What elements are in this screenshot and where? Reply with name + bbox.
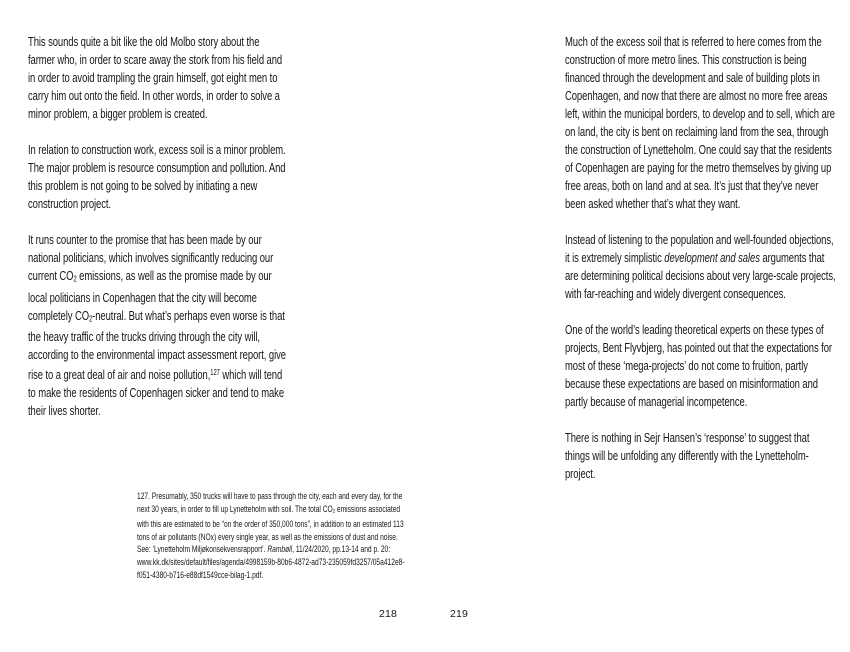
footnote: 127. Presumably, 350 trucks will have to pass through the city, each and every day, for the next 30 years, in order to fill up Lynetteholm with soil. The total $CO_2$ emissions associated with this are estimated to be “on the order of 350,000 tons”, in addition to an estimated 113 tons of air pollutants (NOx) every single year, as well as the emissions of dust and noise. See: ‘Lynetteholm Miljøkonsekvensrapport’. Rambøll, 11/24/2020, pp.13-14 and p. 20: www.kk.dk/sites/default/files/agenda/4998159b-80b6-4872-ad73-235059fd3257/05a412e8-f051-4380-b716-e88df1549cce-bilag-1.pdf. [137, 491, 405, 580]
paragraph: There is nothing in Sejr Hansen’s ‘response’ to suggest that things will be unfolding any differently with the Lynetteholm-project. [565, 431, 810, 481]
page-number-left: 218 [378, 608, 398, 620]
paragraph: It runs counter to the promise that has been made by our national politicians, which involves significantly reducing our current CO2 emissions, as well as the promise made by our local politicians in Copenhagen that the city will become completely CO2-neutral. But what’s perhaps even worse is that the heavy traffic of the trucks driving through the city will, according to the environmental impact assessment report, give rise to a great deal of air and noise pollution,$^{127}$ which will tend to make the residents of Copenhagen sicker and tend to make their lives shorter. [28, 233, 286, 418]
paragraph: One of the world’s leading theoretical experts on these types of projects, Bent Flyvbjerg, has pointed out that the expectations for most of these ‘mega-projects’ do not come to fruition, partly because these expectations are based on misinformation and partly because of managerial incompetence. [565, 323, 832, 409]
paragraph: Instead of listening to the population and well-founded objections, it is extremely simplistic development and sales arguments that are determining political decisions about very large-scale projects, with far-reaching and widely divergent consequences. [565, 233, 836, 301]
paragraph: This sounds quite a bit like the old Molbo story about the farmer who, in order to scare away the stork from his field and in order to avoid trampling the grain himself, got eight men to carry him out onto the field. In other words, in order to solve a minor problem, a bigger problem is created. [28, 35, 283, 121]
right-page-text-column [565, 33, 837, 483]
paragraph: Much of the excess soil that is referred to here comes from the construction of more metro lines. This construction is being financed through the development and sale of building plots in Copenhagen, and now that there are almost no more free areas left, within the municipal borders, to develop and to sell, which are on land, the city is bent on reclaiming land from the sea, through the construction of Lynetteholm. One could say that the residents of Copenhagen are paying for the metro themselves by giving up free areas, both on land and at sea. It’s just that they’ve never been asked whether that’s what they want. [565, 35, 835, 211]
left-page-text-column [28, 33, 288, 420]
page-number-right: 219 [449, 608, 469, 620]
paragraph: In relation to construction work, excess soil is a minor problem. The major problem is resource consumption and pollution. And this problem is not going to be solved by initiating a new construction project. [28, 143, 286, 211]
